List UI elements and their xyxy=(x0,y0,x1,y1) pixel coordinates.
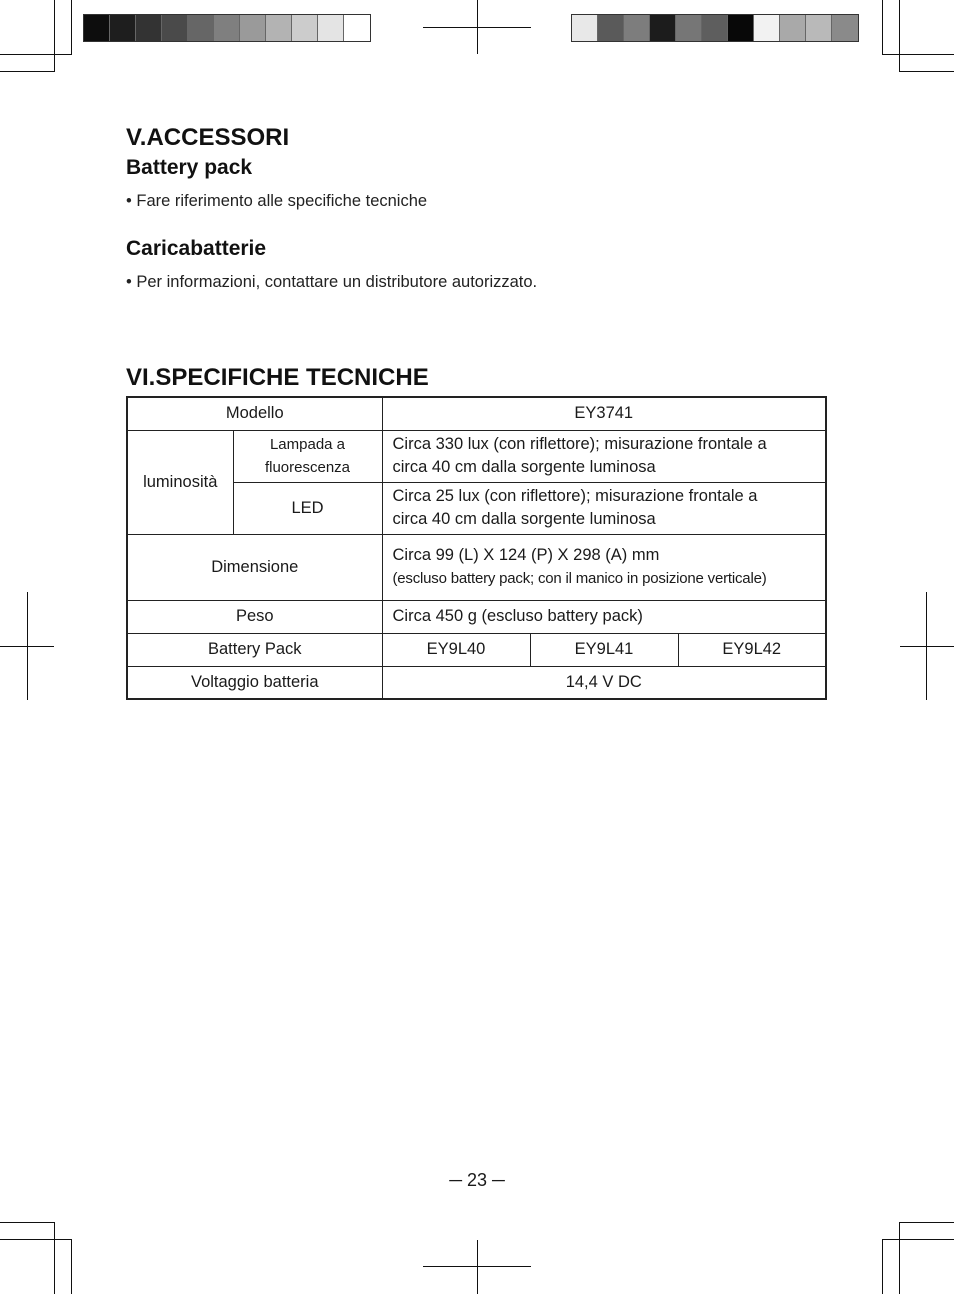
color-swatch xyxy=(650,15,676,41)
section-title-specifications: VI.SPECIFICHE TECNICHE xyxy=(126,364,429,391)
battery-model-1: EY9L40 xyxy=(382,633,530,666)
fluorescent-lamp-label-line-1: Lampada a xyxy=(269,436,346,453)
color-swatch xyxy=(806,15,832,41)
led-value-line-2: circa 40 cm dalla sorgente luminosa xyxy=(392,510,656,528)
fluorescent-lamp-value xyxy=(382,430,826,482)
color-swatch xyxy=(754,15,780,41)
dimension-value-line-2: (escluso battery pack; con il manico in posizione verticale) xyxy=(392,570,767,587)
led-value xyxy=(382,482,826,534)
luminosity-label: luminosità xyxy=(127,430,233,534)
fluorescent-lamp-label-line-2: fluorescenza xyxy=(264,459,351,476)
weight-value: Circa 450 g (escluso battery pack) xyxy=(382,600,826,633)
color-calibration-bar-left xyxy=(83,14,371,42)
model-value: EY3741 xyxy=(382,397,826,430)
page-number: ─ 23 ─ xyxy=(449,1170,505,1190)
color-swatch xyxy=(292,15,318,41)
battery-pack-heading: Battery pack xyxy=(126,156,253,179)
color-swatch xyxy=(110,15,136,41)
color-swatch xyxy=(136,15,162,41)
color-swatch xyxy=(598,15,624,41)
table-row xyxy=(127,633,826,666)
color-swatch xyxy=(162,15,188,41)
color-swatch xyxy=(702,15,728,41)
weight-label: Peso xyxy=(127,600,382,633)
color-swatch xyxy=(84,15,110,41)
model-label: Modello xyxy=(127,397,382,430)
battery-pack-label: Battery Pack xyxy=(127,633,382,666)
color-swatch xyxy=(240,15,266,41)
color-calibration-bar-right xyxy=(571,14,859,42)
table-row xyxy=(127,430,826,482)
color-swatch xyxy=(832,15,858,41)
battery-model-3: EY9L42 xyxy=(678,633,826,666)
charger-text: • Per informazioni, contattare un distributore autorizzato. xyxy=(126,273,538,291)
color-swatch xyxy=(266,15,292,41)
color-swatch xyxy=(318,15,344,41)
table-row xyxy=(127,397,826,430)
fluorescent-lamp-value-line-2: circa 40 cm dalla sorgente luminosa xyxy=(392,458,656,476)
dimension-value xyxy=(382,534,826,600)
table-row xyxy=(127,600,826,633)
battery-pack-text: • Fare riferimento alle specifiche tecniche xyxy=(126,192,428,210)
color-swatch xyxy=(624,15,650,41)
dimension-value-line-1: Circa 99 (L) X 124 (P) X 298 (A) mm xyxy=(392,546,660,564)
dimension-label: Dimensione xyxy=(127,534,382,600)
fluorescent-lamp-value-line-1: Circa 330 lux (con riflettore); misurazione frontale a xyxy=(392,435,767,453)
color-swatch xyxy=(344,15,370,41)
battery-voltage-label: Voltaggio batteria xyxy=(127,666,382,699)
color-swatch xyxy=(780,15,806,41)
battery-model-2: EY9L41 xyxy=(530,633,678,666)
table-row xyxy=(127,666,826,699)
color-swatch xyxy=(728,15,754,41)
led-value-line-1: Circa 25 lux (con riflettore); misurazione frontale a xyxy=(392,487,758,505)
charger-heading: Caricabatterie xyxy=(126,237,267,260)
fluorescent-lamp-label xyxy=(233,430,382,482)
color-swatch xyxy=(214,15,240,41)
specifications-table xyxy=(126,396,827,700)
color-swatch xyxy=(188,15,214,41)
table-row xyxy=(127,534,826,600)
color-swatch xyxy=(572,15,598,41)
section-title-accessories: V.ACCESSORI xyxy=(126,124,290,151)
color-swatch xyxy=(676,15,702,41)
battery-voltage-value: 14,4 V DC xyxy=(382,666,826,699)
led-label: LED xyxy=(233,482,382,534)
